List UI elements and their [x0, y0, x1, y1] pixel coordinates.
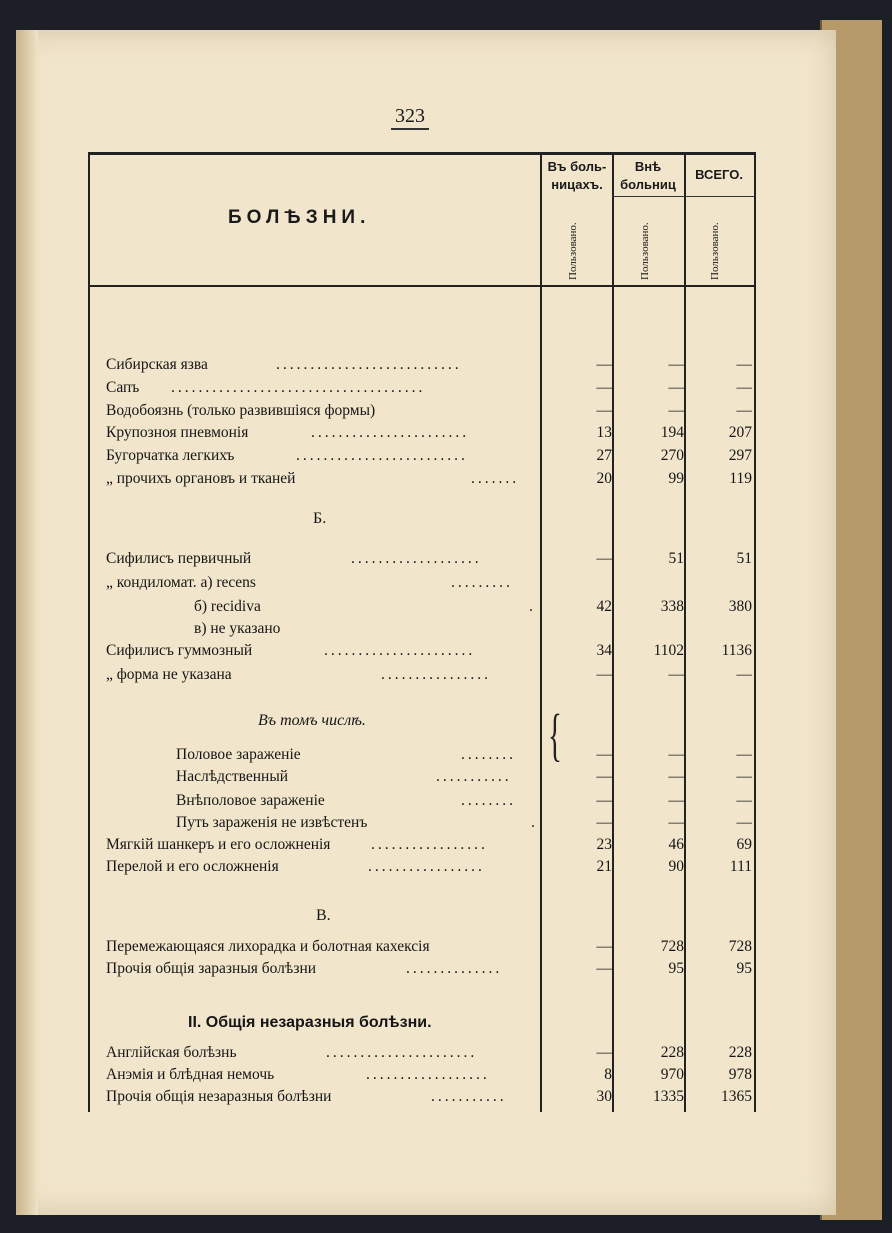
leader-dots: .......	[471, 470, 520, 487]
sub-header-2: Пользовано.	[639, 222, 651, 280]
col-total-header: ВСЕГО.	[695, 167, 743, 182]
cell-c2: —	[668, 792, 684, 809]
cell-c3: 95	[736, 960, 752, 977]
cell-c1: —	[596, 356, 612, 373]
cell-c2: —	[668, 666, 684, 683]
table-row	[88, 836, 756, 858]
cell-c3: —	[736, 746, 752, 763]
row-label: Сапъ	[106, 379, 140, 396]
table-header-rule	[88, 285, 756, 287]
cell-c3: —	[736, 402, 752, 419]
table-row	[88, 402, 756, 424]
table-row	[88, 792, 756, 814]
cell-c3: —	[736, 768, 752, 785]
table-row	[88, 746, 756, 768]
section-v: В.	[316, 907, 331, 924]
page-number: 323	[391, 105, 429, 130]
row-label: б) recidiva	[194, 598, 261, 615]
cell-c3: —	[736, 356, 752, 373]
sub-header-3: Пользовано.	[709, 222, 721, 280]
leader-dots: ................	[381, 666, 491, 683]
row-label: Половое зараженіе	[176, 746, 301, 763]
cell-c1: 27	[596, 447, 612, 464]
cell-c2: 228	[660, 1044, 684, 1061]
row-label: Сифилисъ первичный	[106, 550, 252, 567]
cell-c2: 338	[660, 598, 684, 615]
table-row	[88, 768, 756, 790]
row-label: Англійская болѣзнь	[106, 1044, 237, 1061]
row-label: „ кондиломат. а) recens	[106, 574, 256, 591]
section-ii: II. Общія незаразныя болѣзни.	[188, 1014, 432, 1031]
table-row	[88, 356, 756, 378]
cell-c2: 270	[660, 447, 684, 464]
cell-c1: —	[596, 550, 612, 567]
leader-dots: ...........	[436, 768, 512, 785]
row-brace: {	[548, 702, 562, 767]
table-row	[88, 1044, 756, 1066]
cell-c3: 1365	[721, 1088, 752, 1105]
cell-c3: 51	[736, 550, 752, 567]
table-top-rule	[88, 152, 756, 155]
leader-dots: .	[529, 598, 536, 615]
cell-c2: —	[668, 356, 684, 373]
cell-c3: —	[736, 792, 752, 809]
row-label: в) не указано	[194, 620, 281, 637]
cell-c2: 1102	[653, 642, 684, 659]
row-label: Сибирская язва	[106, 356, 208, 373]
cell-c2: 99	[668, 470, 684, 487]
cell-c1: 42	[596, 598, 612, 615]
cell-c2: 95	[668, 960, 684, 977]
cell-c1: —	[596, 1044, 612, 1061]
cell-c2: —	[668, 746, 684, 763]
cell-c2: 1335	[653, 1088, 684, 1105]
cell-c2: 728	[660, 938, 684, 955]
book-page	[16, 30, 836, 1215]
col-outside-header: Внѣ больниц	[620, 159, 676, 192]
leader-dots: .........................	[296, 447, 468, 464]
cell-c2: —	[668, 814, 684, 831]
leader-dots: .................	[368, 858, 485, 875]
cell-c3: 728	[728, 938, 752, 955]
row-label: „ форма не указана	[106, 666, 232, 683]
table-row	[88, 550, 756, 572]
col-hospital-header: Въ боль-ницахъ.	[547, 159, 607, 192]
cell-c3: 228	[728, 1044, 752, 1061]
sub-header-1: Пользовано.	[567, 222, 579, 280]
cell-c2: 51	[668, 550, 684, 567]
cell-c3: —	[736, 666, 752, 683]
cell-c3: 978	[728, 1066, 752, 1083]
cell-c2: —	[668, 402, 684, 419]
leader-dots: ......................	[324, 642, 476, 659]
cell-c1: —	[596, 814, 612, 831]
leader-dots: ...........................	[276, 356, 462, 373]
cell-c2: 90	[668, 858, 684, 875]
table-row	[88, 470, 756, 492]
leader-dots: ......................	[326, 1044, 478, 1061]
leader-dots: ........	[461, 746, 516, 763]
leader-dots: .......................	[311, 424, 470, 441]
table-row	[88, 642, 756, 664]
leader-dots: ..................	[366, 1066, 490, 1083]
leader-dots: ...................	[351, 550, 482, 567]
cell-c1: —	[596, 938, 612, 955]
cell-c1: 8	[604, 1066, 612, 1083]
leader-dots: ..............	[406, 960, 503, 977]
page-gutter	[16, 30, 38, 1215]
cell-c2: —	[668, 768, 684, 785]
cell-c1: 30	[596, 1088, 612, 1105]
cell-c3: 69	[736, 836, 752, 853]
cell-c1: —	[596, 666, 612, 683]
table-row	[88, 666, 756, 688]
leader-dots: ...........	[431, 1088, 507, 1105]
row-label: Крупозноя пневмонія	[106, 424, 249, 441]
cell-c1: 20	[596, 470, 612, 487]
cell-c3: —	[736, 814, 752, 831]
cell-c1: 13	[596, 424, 612, 441]
table-row	[88, 938, 756, 960]
table-row	[88, 574, 756, 596]
cell-c3: 207	[728, 424, 752, 441]
table-row	[88, 1088, 756, 1110]
row-label: Перелой и его осложненія	[106, 858, 279, 875]
table-row	[88, 598, 756, 620]
cell-c3: 297	[728, 447, 752, 464]
leader-dots: .....................................	[171, 379, 426, 396]
cell-c1: —	[596, 379, 612, 396]
table-title: БОЛѢЗНИ.	[228, 207, 371, 228]
cell-c1: 21	[596, 858, 612, 875]
row-label: „ прочихъ органовъ и тканей	[106, 470, 296, 487]
cell-c3: 380	[728, 598, 752, 615]
cell-c1: —	[596, 768, 612, 785]
leader-dots: .	[531, 814, 538, 831]
table-row	[88, 424, 756, 446]
table-row	[88, 858, 756, 880]
cell-c2: 194	[660, 424, 684, 441]
cell-c1: 34	[596, 642, 612, 659]
table-row	[88, 620, 756, 642]
section-in-that: Въ томъ числѣ.	[258, 712, 366, 729]
table-row	[88, 379, 756, 401]
table-row	[88, 960, 756, 982]
disease-table	[88, 152, 756, 1112]
row-label: Перемежающаяся лихорадка и болотная кахексія	[106, 938, 430, 955]
row-label: Наслѣдственный	[176, 768, 289, 785]
section-b: Б.	[313, 510, 327, 527]
leader-dots: .........	[451, 574, 513, 591]
row-label: Сифилисъ гуммозный	[106, 642, 253, 659]
row-label: Путь зараженія не извѣстенъ	[176, 814, 368, 831]
leader-dots: ........	[461, 792, 516, 809]
cell-c1: —	[596, 746, 612, 763]
header-sub-rule	[612, 196, 754, 197]
table-row	[88, 1066, 756, 1088]
cell-c1: —	[596, 792, 612, 809]
cell-c2: 970	[660, 1066, 684, 1083]
row-label: Внѣполовое зараженіе	[176, 792, 325, 809]
leader-dots: .................	[371, 836, 488, 853]
cell-c1: —	[596, 402, 612, 419]
cell-c1: —	[596, 960, 612, 977]
row-label: Прочія общія незаразныя болѣзни	[106, 1088, 332, 1105]
row-label: Анэмія и блѣдная немочь	[106, 1066, 275, 1083]
cell-c3: —	[736, 379, 752, 396]
cell-c2: —	[668, 379, 684, 396]
row-label: Прочія общія заразныя болѣзни	[106, 960, 317, 977]
row-label: Бугорчатка легкихъ	[106, 447, 235, 464]
cell-c1: 23	[596, 836, 612, 853]
row-label: Водобоязнь (только развившіяся формы)	[106, 402, 376, 419]
cell-c3: 119	[729, 470, 752, 487]
row-label: Мягкій шанкеръ и его осложненія	[106, 836, 331, 853]
table-row	[88, 447, 756, 469]
cell-c2: 46	[668, 836, 684, 853]
cell-c3: 1136	[721, 642, 752, 659]
table-row	[88, 814, 756, 836]
cell-c3: 111	[729, 858, 752, 875]
